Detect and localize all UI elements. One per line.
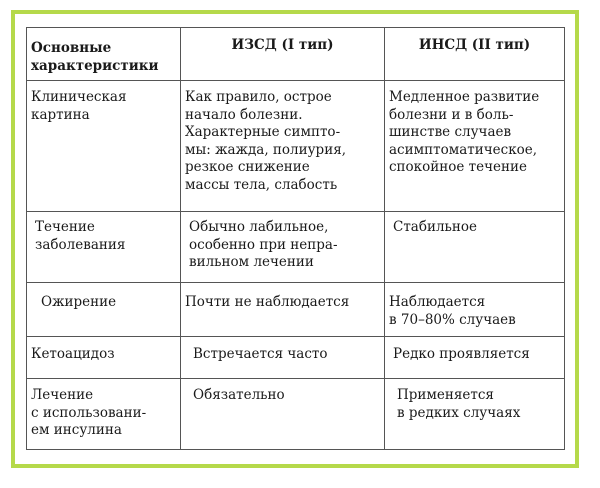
row-type2-value: Стабильное — [385, 212, 565, 283]
row-feature: Лечение с использовани- ем инсулина — [27, 379, 181, 450]
comparison-table — [26, 27, 565, 450]
header-type1: ИЗСД (I тип) — [181, 28, 385, 81]
table-header-row — [27, 28, 565, 81]
row-type2-value: Медленное развитие болезни и в боль- шинстве случаев асимптоматическое, спокойное течение — [385, 81, 565, 212]
row-type2-value: Применяется в редких случаях — [385, 379, 565, 450]
table-row — [27, 379, 565, 450]
table-row — [27, 283, 565, 337]
row-feature: Клиническая картина — [27, 81, 181, 212]
table-row — [27, 81, 565, 212]
row-type1-value: Обязательно — [181, 379, 385, 450]
header-type2: ИНСД (II тип) — [385, 28, 565, 81]
row-feature: Кетоацидоз — [27, 337, 181, 379]
row-type2-value: Наблюдается в 70–80% случаев — [385, 283, 565, 337]
row-type1-value: Почти не наблюдается — [181, 283, 385, 337]
row-type2-value: Редко проявляется — [385, 337, 565, 379]
table-row — [27, 212, 565, 283]
header-characteristics: Основные характеристики — [27, 28, 181, 81]
row-type1-value: Обычно лабильное, особенно при непра- вильном лечении — [181, 212, 385, 283]
row-type1-value: Как правило, острое начало болезни. Характерные симпто- мы: жажда, полиурия, резкое снижение массы тела, слабость — [181, 81, 385, 212]
row-feature: Ожирение — [27, 283, 181, 337]
row-feature: Течение заболевания — [27, 212, 181, 283]
table-row — [27, 337, 565, 379]
row-type1-value: Встречается часто — [181, 337, 385, 379]
